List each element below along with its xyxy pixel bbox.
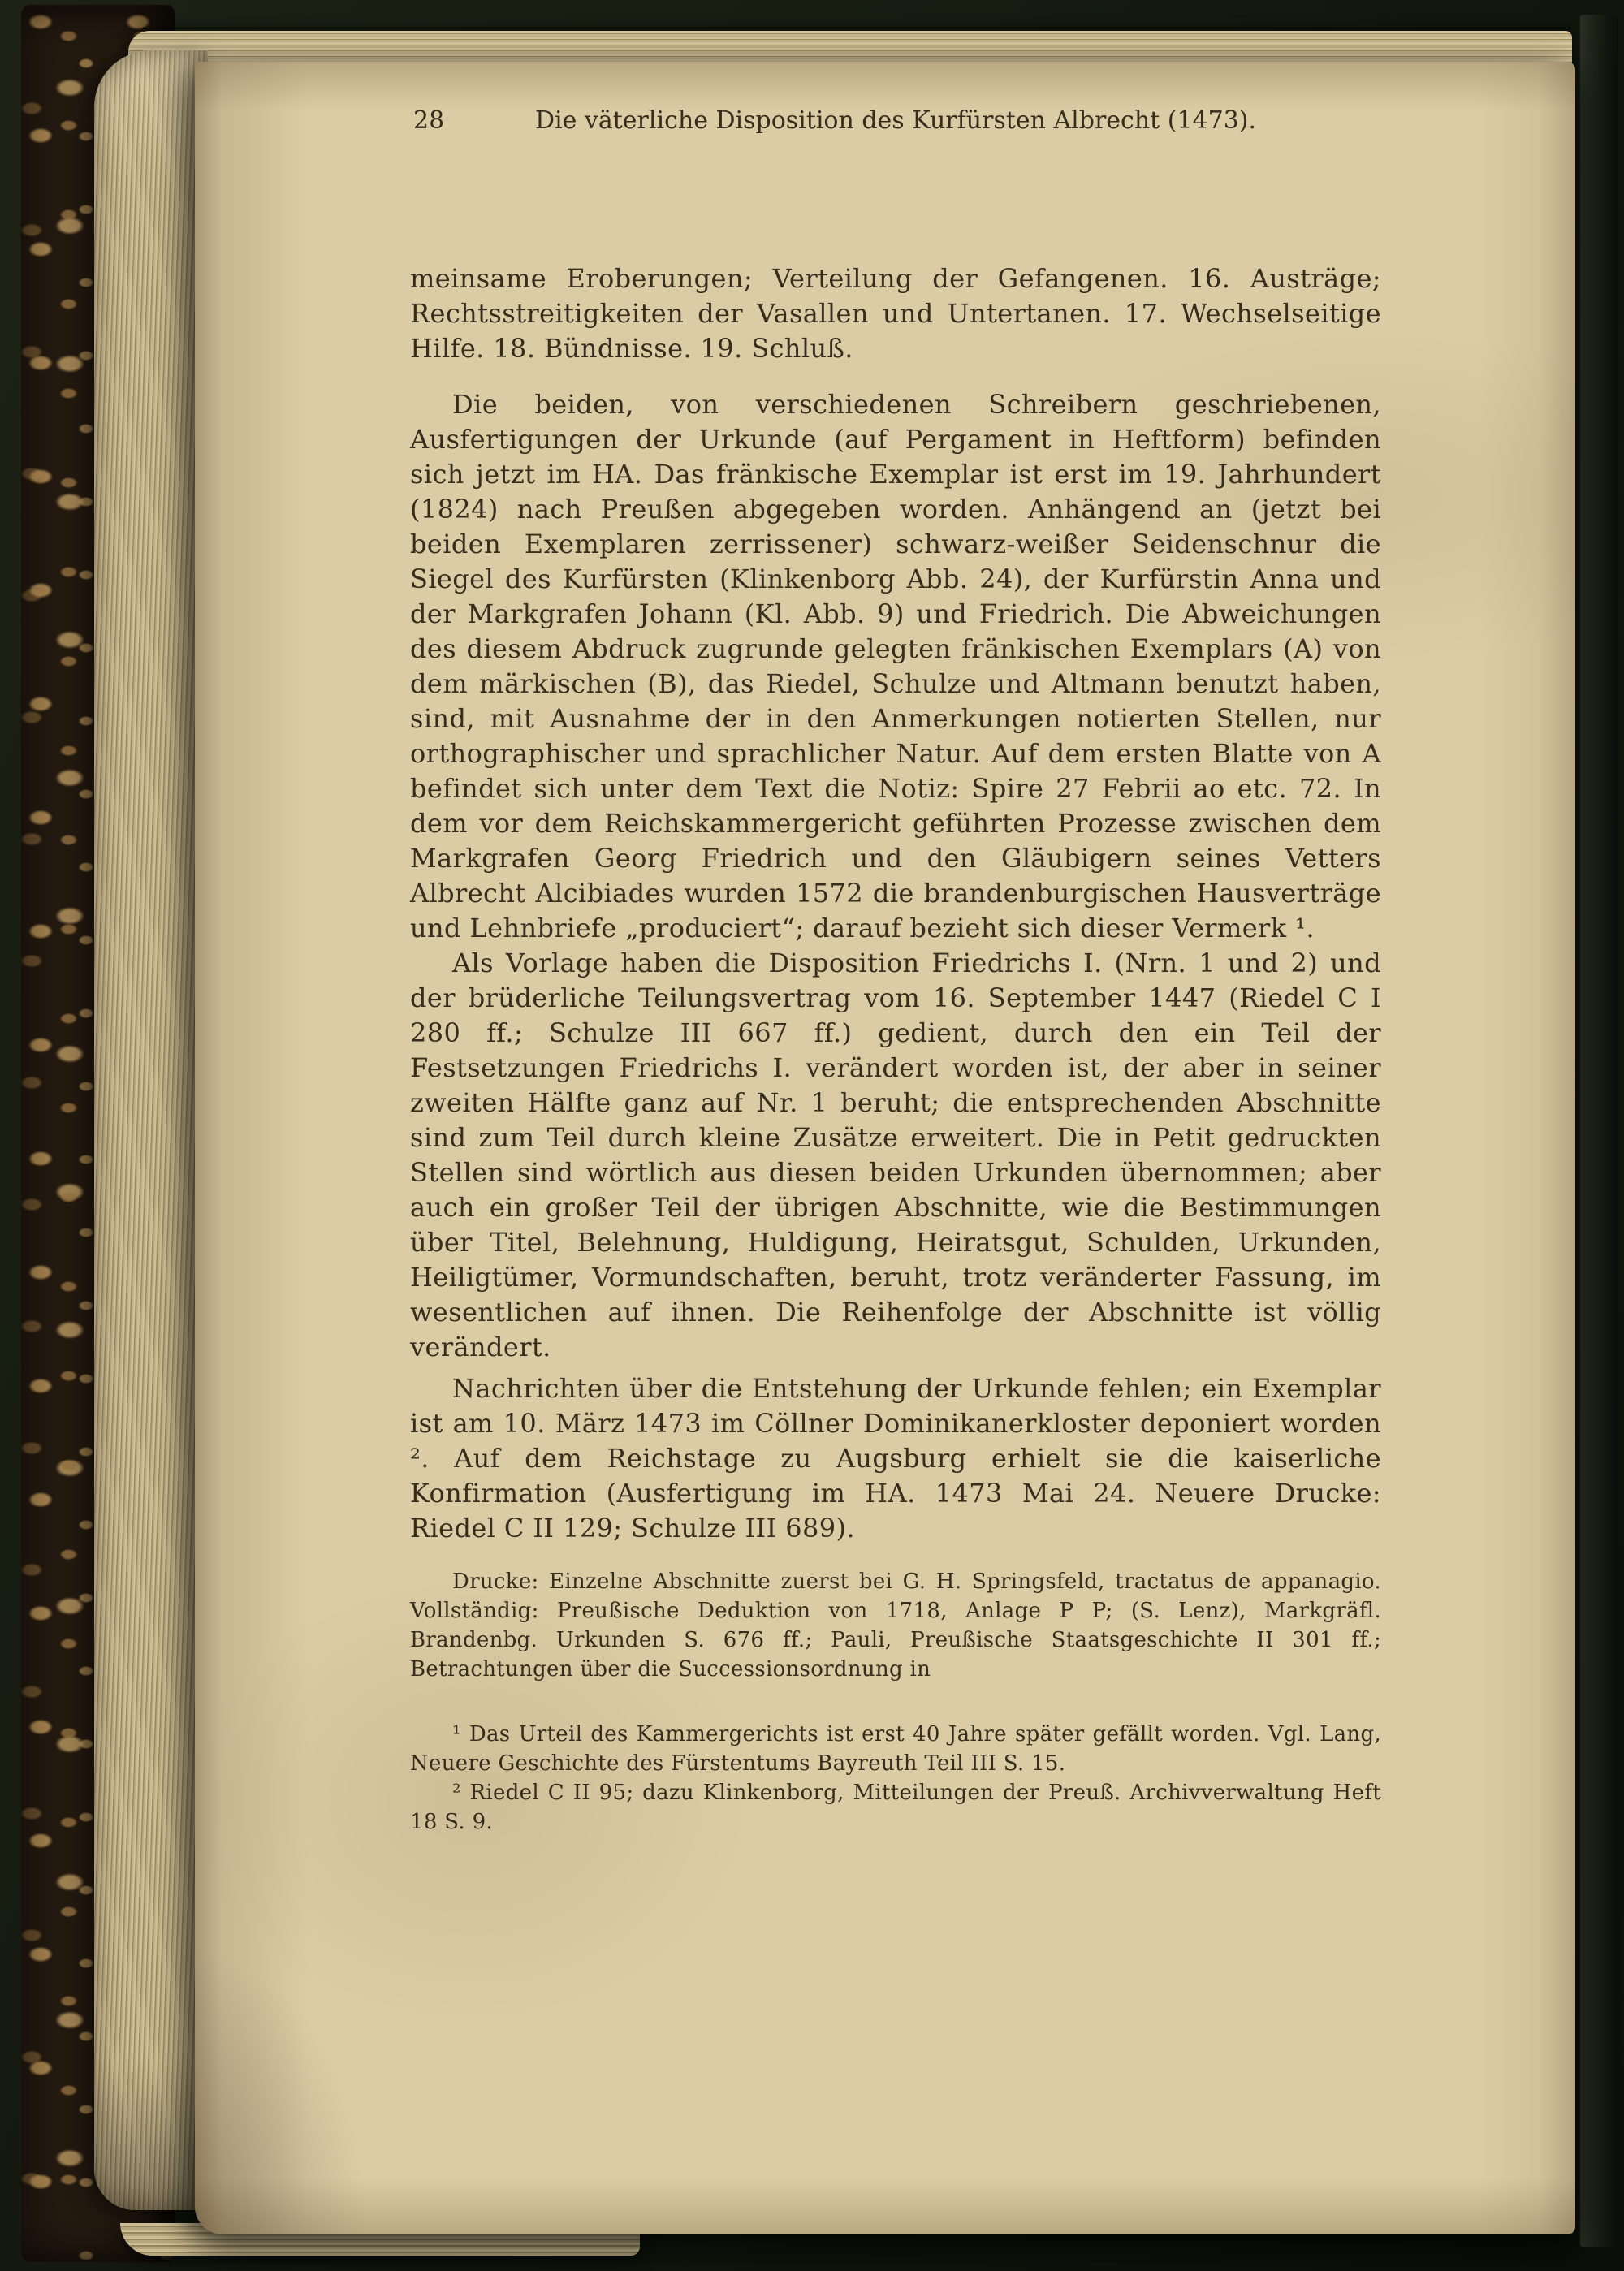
book-cover-right-edge bbox=[1580, 15, 1618, 2247]
book-page bbox=[195, 62, 1575, 2234]
paragraph-provenance: Die beiden, von verschiedenen Schreibern geschriebenen, Ausfertigungen der Urkunde (auf Pergament in Heftform) befinden sich jetzt im HA. Das fränkische Exemplar ist erst im 19. Jahrhundert (1824) nach Preußen abgegeben worden. Anhängend an (jetzt bei beiden Exemplaren zerrissener) schwarz-weißer Seidenschnur die Siegel des Kurfürsten (Klinkenborg Abb. 24), der Kurfürstin Anna und der Markgrafen Johann (Kl. Abb. 9) und Friedrich. Die Abweichungen des diesem Abdruck zugrunde gelegten fränkischen Exemplars (A) von dem märkischen (B), das Riedel, Schulze und Altmann benutzt haben, sind, mit Ausnahme der in den Anmerkungen notierten Stellen, nur orthographischer und sprachlicher Natur. Auf dem ersten Blatte von A befindet sich unter dem Text die Notiz: Spire 27 Febrii ao etc. 72. In dem vor dem Reichskammergericht geführten Prozesse zwischen dem Markgrafen Georg Friedrich und den Gläubigern seines Vetters Albrecht Alcibiades wurden 1572 die brandenburgischen Hausverträge und Lehnbriefe „produciert“; darauf bezieht sich dieser Vermerk ¹. bbox=[410, 389, 1381, 943]
text-block bbox=[410, 104, 1381, 1837]
footnote-2: ² Riedel C II 95; dazu Klinkenborg, Mitteilungen der Preuß. Archivverwaltung Heft 18 S. 9. bbox=[410, 1781, 1381, 1834]
paragraph-history: Nachrichten über die Entstehung der Urkunde fehlen; ein Exemplar ist am 10. März 1473 im Cöllner Dominikanerkloster deponiert worden ². Auf dem Reichstage zu Augsburg erhielt sie die kaiserliche Konfirmation (Ausfertigung im HA. 1473 Mai 24. Neuere Drucke: Riedel C II 129; Schulze III 689). bbox=[410, 1373, 1381, 1544]
page-number: 28 bbox=[413, 106, 445, 135]
running-header bbox=[410, 104, 1381, 138]
page-stack-left-edges bbox=[94, 50, 208, 2210]
footnotes bbox=[410, 1720, 1381, 1837]
paragraph-sources: Als Vorlage haben die Disposition Friedrichs I. (Nrn. 1 und 2) und der brüderliche Teilungsvertrag vom 16. September 1447 (Riedel C I 280 ff.; Schulze III 667 ff.) gedient, durch den ein Teil der Festsetzungen Friedrichs I. verändert worden ist, der aber in seiner zweiten Hälfte ganz auf Nr. 1 beruht; die entsprechenden Abschnitte sind zum Teil durch kleine Zusätze erweitert. Die in Petit gedruckten Stellen sind wörtlich aus diesen beiden Urkunden übernommen; aber auch ein großer Teil der übrigen Abschnitte, wie die Bestimmungen über Titel, Belehnung, Huldigung, Heiratsgut, Schulden, Urkunden, Heiligtümer, Vormundschaften, beruht, trotz veränderter Fassung, im wesentlichen auf ihnen. Die Reihenfolge der Abschnitte ist völlig verändert. bbox=[410, 948, 1381, 1362]
paragraph-continuation: meinsame Eroberungen; Verteilung der Gefangenen. 16. Austräge; Rechtsstreitigkeiten der Vasallen und Untertanen. 17. Wechselseitige Hilfe. 18. Bündnisse. 19. Schluß. bbox=[410, 263, 1381, 364]
running-title: Die väterliche Disposition des Kurfürsten Albrecht (1473). bbox=[534, 106, 1257, 135]
footnote-1: ¹ Das Urteil des Kammergerichts ist erst 40 Jahre später gefällt worden. Vgl. Lang, Neuere Geschichte des Fürstentums Bayreuth Teil III S. 15. bbox=[410, 1722, 1381, 1776]
bibliography-note: Drucke: Einzelne Abschnitte zuerst bei G. H. Springsfeld, tractatus de appanagio. Vollständig: Preußische Deduktion von 1718, Anlage P P; (S. Lenz), Markgräfl. Brandenbg. Urkunden S. 676 ff.; Pauli, Preußische Staatsgeschichte II 301 ff.; Betrachtungen über die Successionsordnung in bbox=[410, 1569, 1381, 1682]
